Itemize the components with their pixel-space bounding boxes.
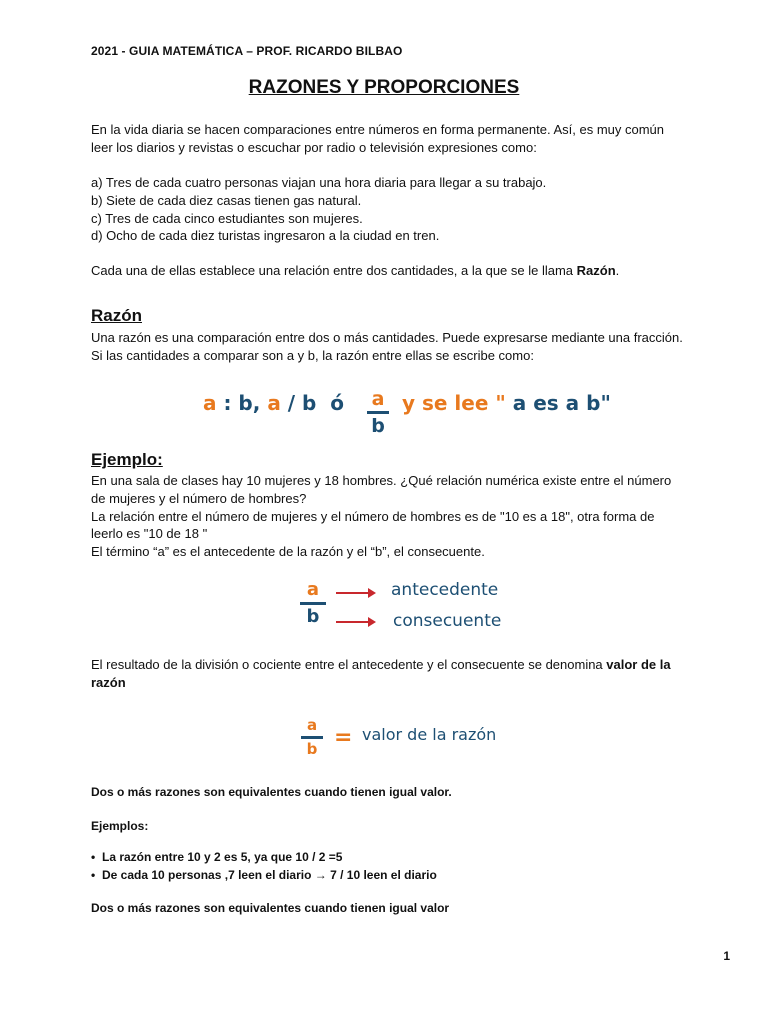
valor-label: valor de la razón [362, 725, 497, 744]
relation-paragraph: Cada una de ellas establece una relación entre dos cantidades, a la que se le llama Razón. [91, 263, 620, 278]
bullet-list [91, 849, 437, 884]
ejemplo-paragraph: En una sala de clases hay 10 mujeres y 18 hombres. ¿Qué relación numérica existe entre el número de mujeres y el número de hombres? La relación entre el número de mujeres y el número de hombres es de "10 es a 18", otra forma de leerlo es "10 de 18 " El término “a” es el antecedente de la razón y el “b”, el consecuente. [91, 473, 672, 560]
equivalent-statement-2: Dos o más razones son equivalentes cuando tienen igual valor [91, 901, 450, 915]
page-title: RAZONES Y PROPORCIONES [248, 77, 520, 98]
intro-line-1: En la vida diaria se hacen comparaciones entre números en forma permanente. Así, es muy común [91, 122, 665, 137]
intro-line-2: leer los diarios y revistas o escuchar por radio o televisión expresiones como: [91, 139, 537, 155]
razon-formula-figure [203, 389, 623, 445]
arrow-right-icon [336, 588, 376, 598]
arrow-right-icon [336, 617, 376, 627]
razon-term: Razón [576, 263, 616, 278]
equivalent-statement-1: Dos o más razones son equivalentes cuando tienen igual valor. [91, 785, 452, 799]
razon-paragraph: Una razón es una comparación entre dos o más cantidades. Puede expresarse mediante una fracción. Si las cantidades a comparar son a y b, la razón entre ellas se escribe como: [91, 330, 683, 363]
razon-heading: Razón [91, 306, 142, 325]
ejemplo-heading: Ejemplo: [91, 450, 163, 469]
list-item: • De cada 10 personas ,7 leen el diario → 7 / 10 leen el diario [91, 867, 437, 885]
list-item: a) Tres de cada cuatro personas viajan una hora diaria para llegar a su trabajo. [91, 175, 547, 190]
antecedent-figure [300, 580, 530, 636]
formula-reading: y se lee " a es a b" [402, 391, 611, 415]
fraction-bar [367, 411, 389, 414]
examples-list [91, 174, 731, 245]
formula-inline: a : b, a / b ó [203, 391, 345, 415]
fraction-bar [300, 602, 326, 605]
arrow-right-icons [336, 586, 378, 630]
fraction-bar [301, 736, 323, 739]
equals-sign: = [334, 725, 353, 750]
valor-fraction: a b [301, 717, 323, 758]
intro-paragraph [91, 121, 731, 157]
list-item: c) Tres de cada cinco estudiantes son mujeres. [91, 210, 363, 226]
formula-fraction: a b [367, 389, 389, 436]
antecedent-fraction: a b [300, 580, 326, 627]
consecuente-label: consecuente [393, 611, 502, 631]
valor-figure [301, 717, 531, 765]
valor-paragraph: El resultado de la división o cociente entre el antecedente y el consecuente se denomina valor de la razón [91, 657, 671, 690]
list-item: d) Ocho de cada diez turistas ingresaron a la ciudad en tren. [91, 228, 440, 244]
page-header: 2021 - GUIA MATEMÁTICA – PROF. RICARDO BILBAO [91, 44, 403, 58]
ejemplos-label: Ejemplos: [91, 819, 149, 833]
page-number: 1 [723, 949, 730, 963]
list-item: b) Siete de cada diez casas tienen gas natural. [91, 192, 362, 208]
list-item: • La razón entre 10 y 2 es 5, ya que 10 / 2 =5 [91, 849, 437, 867]
antecedente-label: antecedente [391, 580, 499, 600]
